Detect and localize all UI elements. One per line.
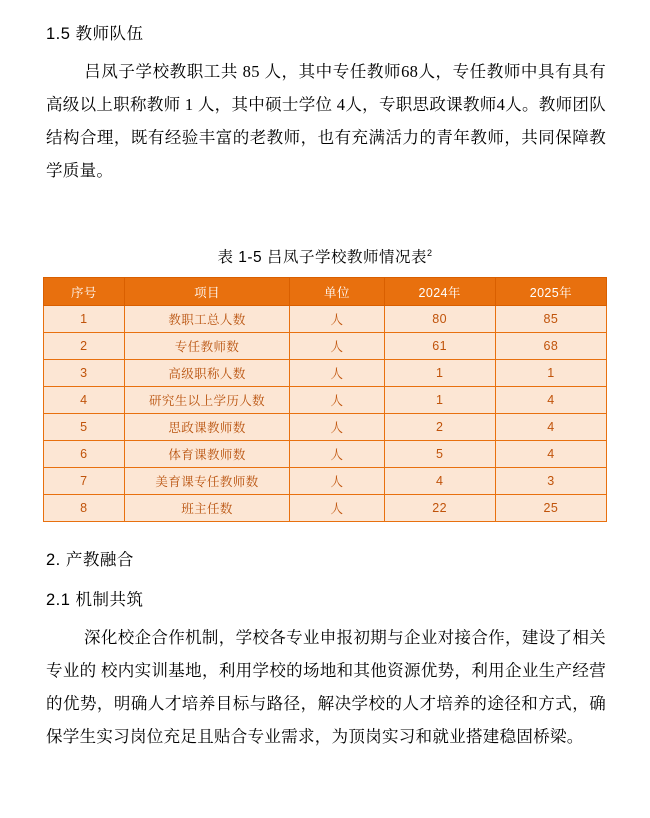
table-cell-2024: 80 [384, 306, 495, 333]
table-cell-no: 7 [44, 468, 125, 495]
table-cell-2025: 1 [495, 360, 606, 387]
table-cell-unit: 人 [290, 333, 384, 360]
table-cell-item: 思政课教师数 [124, 414, 290, 441]
table-cell-item: 研究生以上学历人数 [124, 387, 290, 414]
table-cell-unit: 人 [290, 306, 384, 333]
table-cell-2024: 2 [384, 414, 495, 441]
table-caption [0, 245, 650, 267]
table-cell-unit: 人 [290, 441, 384, 468]
section-heading-2-1: 2.1 机制共筑 [46, 591, 144, 609]
table-row [44, 414, 607, 441]
table-cell-item: 高级职称人数 [124, 360, 290, 387]
table-cell-2025: 85 [495, 306, 606, 333]
table-cell-item: 专任教师数 [124, 333, 290, 360]
table-cell-item: 教职工总人数 [124, 306, 290, 333]
table-cell-unit: 人 [290, 468, 384, 495]
table-header-cell: 2024年 [384, 278, 495, 306]
table-caption-text: 表 1-5 吕凤子学校教师情况表 [217, 249, 427, 266]
table-cell-unit: 人 [290, 387, 384, 414]
section-heading-1-5: 1.5 教师队伍 [46, 25, 144, 43]
table-cell-unit: 人 [290, 414, 384, 441]
table-cell-2025: 68 [495, 333, 606, 360]
table-cell-no: 2 [44, 333, 125, 360]
table-row [44, 333, 607, 360]
table-cell-2024: 1 [384, 387, 495, 414]
table-cell-2024: 4 [384, 468, 495, 495]
paragraph-text: 吕凤子学校教职工共 85 人，其中专任教师68人，专任教师中具有具有高级以上职称教师 1 人，其中硕士学位 4人，专职思政课教师4人。教师团队结构合理，既有经验丰富的老教师，也有充满活力的青年教师，共同保障教学质量。 [46, 62, 606, 180]
table-header-cell: 2025年 [495, 278, 606, 306]
table-header-cell: 单位 [290, 278, 384, 306]
table-cell-no: 5 [44, 414, 125, 441]
table-cell-unit: 人 [290, 360, 384, 387]
table-row [44, 387, 607, 414]
table-cell-item: 班主任数 [124, 495, 290, 522]
teacher-statistics-table [43, 277, 607, 522]
table-cell-2024: 5 [384, 441, 495, 468]
table-header-cell: 序号 [44, 278, 125, 306]
table-cell-2025: 25 [495, 495, 606, 522]
table-row [44, 441, 607, 468]
table-cell-2024: 1 [384, 360, 495, 387]
table-cell-unit: 人 [290, 495, 384, 522]
table-cell-no: 1 [44, 306, 125, 333]
section-heading-2: 2. 产教融合 [46, 551, 134, 569]
table-row [44, 495, 607, 522]
table-cell-no: 6 [44, 441, 125, 468]
table-cell-2025: 3 [495, 468, 606, 495]
table-cell-item: 美育课专任教师数 [124, 468, 290, 495]
table-cell-2024: 61 [384, 333, 495, 360]
table-cell-2025: 4 [495, 387, 606, 414]
table-header-row [44, 278, 607, 306]
table-cell-2024: 22 [384, 495, 495, 522]
table-cell-2025: 4 [495, 414, 606, 441]
paragraph-industry-education [46, 621, 606, 753]
table-caption-footnote: 2 [427, 247, 433, 258]
table-cell-item: 体育课教师数 [124, 441, 290, 468]
table-cell-no: 8 [44, 495, 125, 522]
table-row [44, 360, 607, 387]
table-row [44, 306, 607, 333]
table-cell-no: 4 [44, 387, 125, 414]
table-cell-2025: 4 [495, 441, 606, 468]
table-header-cell: 项目 [124, 278, 290, 306]
paragraph-teacher-team [46, 55, 606, 187]
paragraph-text: 深化校企合作机制，学校各专业申报初期与企业对接合作，建设了相关专业的 校内实训基地，利用学校的场地和其他资源优势，利用企业生产经营的优势，明确人才培养目标与路径，解决学校的人才培养的途径和方式，确保学生实习岗位充足且贴合专业需求，为顶岗实习和就业搭建稳固桥梁。 [46, 628, 606, 746]
table-row [44, 468, 607, 495]
table-cell-no: 3 [44, 360, 125, 387]
